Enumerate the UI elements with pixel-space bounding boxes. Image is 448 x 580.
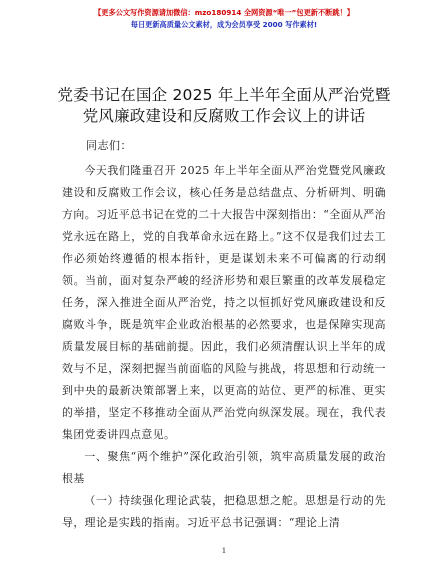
opening-paragraph: 今天我们隆重召开 2025 年上半年全面从严治党暨党风廉政建设和反腐败工作会议，核心任务是总结盘点、分析研判、明确方向。习近平总书记在党的二十大报告中深刻指出：“全面从严治党永远在路上，党的自我革命永远在路上。”这不仅是我们过去工作必须始终遵循的根本指针，更是谋划未来不可偏离的行动纲领。当前，面对复杂严峻的经济形势和艰巨繁重的改革发展稳定任务，深入推进全面从严治党，持之以恒抓好党风廉政建设和反腐败斗争，既是筑牢企业政治根基的必然要求，也是保障实现高质量发展目标的基础前提。因此，我们必须清醒认识上半年的成效与不足，深刻把握当前面临的风险与挑战，将思想和行动统一到中央的最新决策部署上来，以更高的站位、更严的标准、更实的举措，坚定不移推动全面从严治党向纵深发展。现在，我代表集团党委讲四点意见。 <box>62 164 386 441</box>
salutation: 同志们： <box>86 139 132 152</box>
section-heading: 一、聚焦“两个维护”深化政治引领，筑牢高质量发展的政治根基 <box>62 450 386 485</box>
subsection-paragraph: （一）持续强化理论武装，把稳思想之舵。思想是行动的先导，理论是实践的指南。习近平总书记强调：“理论上清 <box>62 494 386 529</box>
document-body <box>62 160 386 534</box>
promo-banner-line-1: 【更多公文写作资源请加微信：mzo180914 全网资源“唯一”包更新不断跳！】 <box>94 8 354 17</box>
document-title-line-1: 党委书记在国企 2025 年上半年全面从严治党暨 <box>57 86 391 104</box>
document-title-line-2: 党风廉政建设和反腐败工作会议上的讲话 <box>82 107 366 125</box>
page-number: 1 <box>221 546 227 555</box>
promo-banner-line-2: 每日更新高质量公文素材，成为会员享受 2000 写作素材! <box>130 20 318 29</box>
